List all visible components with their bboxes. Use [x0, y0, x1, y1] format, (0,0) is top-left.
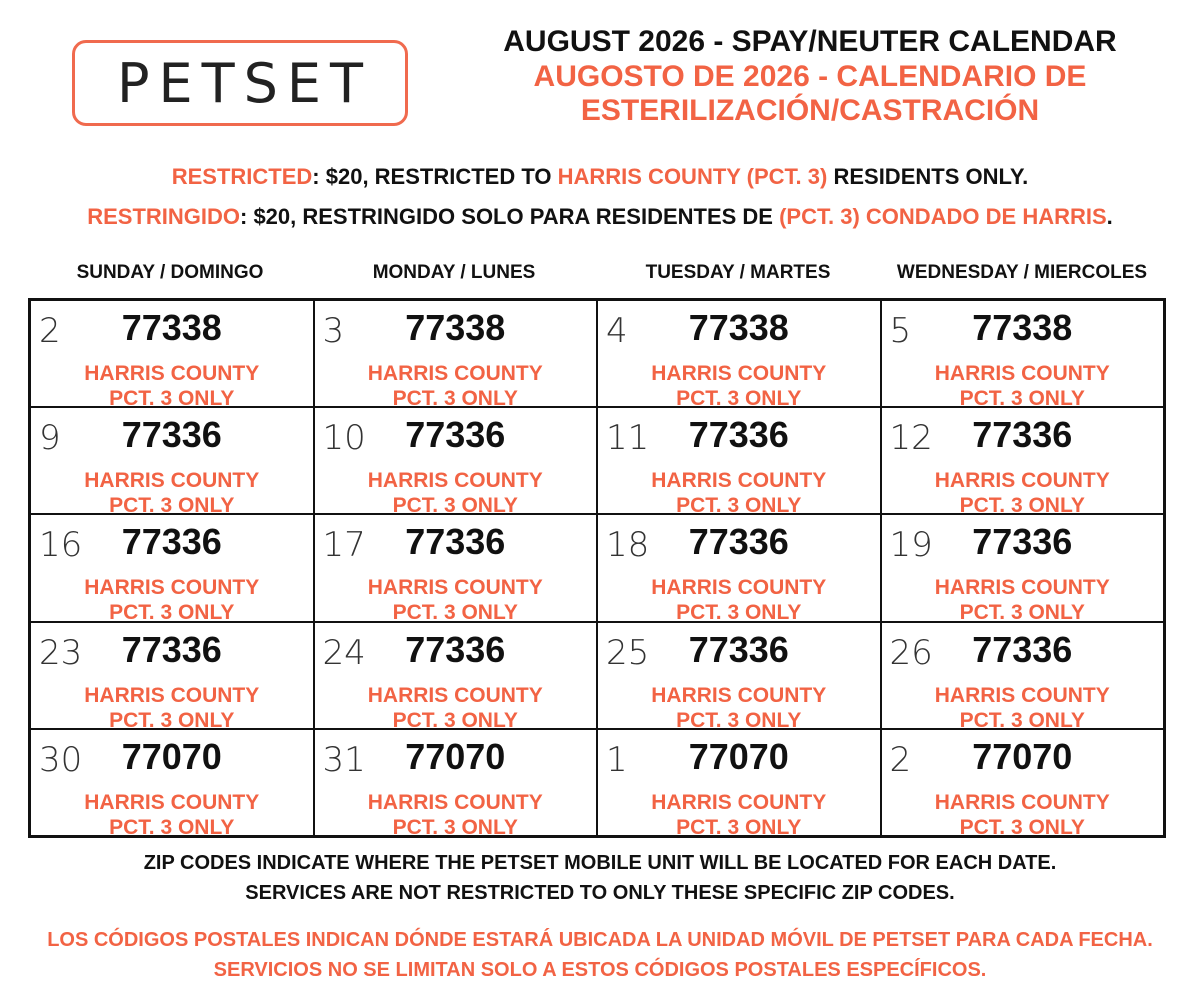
day-header-sunday: SUNDAY / DOMINGO	[76, 262, 264, 283]
cell-date: 24	[322, 632, 366, 673]
calendar-grid	[28, 298, 1166, 838]
cell-note-line2: PCT. 3 ONLY	[109, 708, 235, 732]
restriction-area: HARRIS COUNTY (PCT. 3)	[557, 164, 828, 189]
cell-note-line1: HARRIS COUNTY	[84, 790, 260, 814]
cell-date: 11	[606, 418, 650, 459]
cell-note-line1: HARRIS COUNTY	[651, 362, 827, 385]
cell-zip-code: 77336	[405, 521, 506, 563]
cell-date: 5	[889, 311, 912, 351]
calendar-cell	[30, 407, 314, 518]
cell-note	[315, 790, 597, 840]
footer-english-line1: ZIP CODES INDICATE WHERE THE PETSET MOBILE UNIT WILL BE LOCATED FOR EACH DATE.	[143, 852, 1057, 874]
cell-note-line1: HARRIS COUNTY	[367, 683, 543, 707]
cell-zip-code: 77336	[972, 628, 1073, 670]
cell-note-line1: HARRIS COUNTY	[934, 790, 1110, 814]
logo-text: PETSET	[116, 51, 373, 115]
cell-note-line2: PCT. 3 ONLY	[959, 494, 1085, 518]
cell-note	[598, 790, 880, 840]
cell-note-line2: PCT. 3 ONLY	[676, 601, 802, 625]
cell-note	[882, 790, 1164, 840]
cell-zip-code: 77070	[121, 735, 222, 777]
cell-date: 23	[39, 632, 83, 673]
cell-note	[315, 575, 597, 625]
cell-note	[31, 468, 313, 518]
cell-note	[315, 361, 597, 411]
cell-date: 3	[322, 311, 345, 351]
cell-note	[882, 683, 1164, 733]
cell-note-line2: PCT. 3 ONLY	[959, 815, 1085, 839]
cell-date: 1	[606, 739, 628, 780]
cell-note-line1: HARRIS COUNTY	[367, 576, 543, 600]
cell-note-line2: PCT. 3 ONLY	[676, 708, 802, 732]
cell-zip-code: 77338	[972, 307, 1073, 348]
cell-zip-code: 77070	[688, 735, 789, 777]
cell-note-line2: PCT. 3 ONLY	[676, 494, 802, 518]
cell-date: 30	[39, 739, 83, 780]
calendar-cell	[314, 407, 598, 518]
cell-date: 9	[39, 418, 61, 459]
cell-date: 10	[322, 418, 366, 459]
calendar-cell	[30, 300, 314, 410]
cell-date: 25	[606, 632, 650, 673]
day-header-monday: MONDAY / LUNES	[372, 262, 536, 283]
day-headers	[28, 262, 1166, 284]
calendar-cell	[597, 300, 881, 410]
calendar-cell	[881, 407, 1165, 518]
restriction-english	[0, 164, 1200, 190]
cell-note	[882, 468, 1164, 518]
cell-note-line1: HARRIS COUNTY	[84, 362, 260, 385]
cell-note	[598, 468, 880, 518]
cell-note	[598, 361, 880, 411]
cell-date: 18	[606, 525, 650, 566]
restriccion-middle: : $20, RESTRINGIDO SOLO PARA RESIDENTES DE	[240, 204, 780, 229]
calendar-cell	[314, 300, 598, 410]
cell-note	[315, 468, 597, 518]
cell-note-line1: HARRIS COUNTY	[84, 683, 260, 707]
cell-note-line1: HARRIS COUNTY	[367, 469, 543, 493]
cell-note	[882, 575, 1164, 625]
cell-note-line2: PCT. 3 ONLY	[109, 494, 235, 518]
calendar-cell	[314, 729, 598, 839]
calendar-cell	[881, 729, 1165, 839]
cell-note-line2: PCT. 3 ONLY	[392, 494, 518, 518]
cell-zip-code: 77070	[405, 735, 506, 777]
footer-spanish-line2: SERVICIOS NO SE LIMITAN SOLO A ESTOS CÓDIGOS POSTALES ESPECÍFICOS.	[213, 959, 987, 981]
title-block	[430, 24, 1190, 128]
restriccion-end: .	[1106, 204, 1113, 229]
cell-note-line1: HARRIS COUNTY	[84, 469, 260, 493]
calendar-cell	[314, 622, 598, 732]
calendar-cell	[597, 407, 881, 518]
cell-date: 17	[322, 525, 366, 566]
cell-note-line2: PCT. 3 ONLY	[392, 601, 518, 625]
title-spanish-line1: AUGOSTO DE 2026 - CALENDARIO DE	[533, 60, 1087, 93]
footer-spanish	[0, 925, 1200, 985]
cell-date: 16	[39, 525, 83, 566]
restriccion-area: (PCT. 3) CONDADO DE HARRIS	[779, 204, 1107, 229]
cell-note-line1: HARRIS COUNTY	[934, 683, 1110, 707]
restriction-spanish	[0, 204, 1200, 230]
restriction-middle: : $20, RESTRICTED TO	[312, 164, 558, 189]
calendar-cell	[597, 622, 881, 732]
cell-date: 2	[39, 311, 61, 351]
cell-note	[31, 575, 313, 625]
cell-note-line2: PCT. 3 ONLY	[109, 815, 235, 839]
restringido-keyword: RESTRINGIDO	[87, 204, 240, 229]
cell-zip-code: 77336	[972, 521, 1073, 563]
cell-zip-code: 77070	[972, 735, 1073, 777]
cell-date: 12	[889, 418, 933, 459]
cell-note-line2: PCT. 3 ONLY	[959, 387, 1085, 410]
cell-note-line1: HARRIS COUNTY	[651, 790, 827, 814]
cell-note-line1: HARRIS COUNTY	[651, 683, 827, 707]
cell-zip-code: 77336	[688, 521, 789, 563]
calendar-cell	[597, 729, 881, 839]
cell-note-line1: HARRIS COUNTY	[934, 362, 1110, 385]
calendar-cell	[881, 622, 1165, 732]
cell-note-line1: HARRIS COUNTY	[84, 576, 260, 600]
cell-note	[31, 361, 313, 411]
cell-zip-code: 77336	[121, 521, 222, 563]
calendar-cell	[881, 300, 1165, 410]
cell-note	[598, 575, 880, 625]
cell-zip-code: 77338	[405, 307, 506, 348]
footer-spanish-line1: LOS CÓDIGOS POSTALES INDICAN DÓNDE ESTARÁ UBICADA LA UNIDAD MÓVIL DE PETSET PARA CADA FECHA.	[47, 929, 1153, 951]
cell-note-line1: HARRIS COUNTY	[934, 576, 1110, 600]
day-header-wednesday: WEDNESDAY / MIERCOLES	[896, 262, 1148, 283]
calendar-cell	[30, 514, 314, 625]
cell-date: 31	[322, 739, 366, 780]
title-spanish-line2: ESTERILIZACIÓN/CASTRACIÓN	[580, 94, 1040, 127]
cell-note-line2: PCT. 3 ONLY	[109, 601, 235, 625]
cell-date: 26	[889, 632, 933, 673]
cell-note-line1: HARRIS COUNTY	[934, 469, 1110, 493]
cell-zip-code: 77336	[121, 628, 222, 670]
cell-date: 19	[889, 525, 933, 566]
cell-note	[31, 790, 313, 840]
restriction-end: RESIDENTS ONLY.	[827, 164, 1029, 189]
cell-note-line1: HARRIS COUNTY	[367, 362, 543, 385]
calendar-cell	[30, 729, 314, 839]
cell-zip-code: 77338	[121, 307, 222, 348]
footer-english-line2: SERVICES ARE NOT RESTRICTED TO ONLY THESE SPECIFIC ZIP CODES.	[245, 882, 955, 904]
cell-zip-code: 77336	[405, 628, 506, 670]
cell-zip-code: 77336	[972, 414, 1073, 456]
cell-zip-code: 77338	[688, 307, 789, 348]
cell-zip-code: 77336	[405, 414, 506, 456]
cell-zip-code: 77336	[688, 414, 789, 456]
cell-zip-code: 77336	[121, 414, 222, 456]
cell-note-line2: PCT. 3 ONLY	[392, 708, 518, 732]
day-header-tuesday: TUESDAY / MARTES	[645, 262, 831, 283]
cell-note-line2: PCT. 3 ONLY	[676, 387, 802, 410]
cell-note-line2: PCT. 3 ONLY	[109, 387, 235, 410]
cell-date: 2	[889, 739, 912, 780]
footer-english	[0, 848, 1200, 908]
cell-note-line1: HARRIS COUNTY	[651, 576, 827, 600]
calendar-cell	[30, 622, 314, 732]
calendar-cell	[597, 514, 881, 625]
cell-note-line1: HARRIS COUNTY	[651, 469, 827, 493]
cell-note	[31, 683, 313, 733]
cell-note-line2: PCT. 3 ONLY	[392, 815, 518, 839]
cell-note-line2: PCT. 3 ONLY	[959, 601, 1085, 625]
calendar-cell	[314, 514, 598, 625]
cell-note-line2: PCT. 3 ONLY	[392, 387, 518, 410]
cell-note-line2: PCT. 3 ONLY	[959, 708, 1085, 732]
cell-note	[598, 683, 880, 733]
title-english: AUGUST 2026 - SPAY/NEUTER CALENDAR	[503, 25, 1117, 58]
cell-note-line1: HARRIS COUNTY	[367, 790, 543, 814]
cell-zip-code: 77336	[688, 628, 789, 670]
restricted-keyword: RESTRICTED	[171, 164, 313, 189]
petset-logo	[72, 40, 408, 126]
cell-note-line2: PCT. 3 ONLY	[676, 815, 802, 839]
cell-date: 4	[606, 311, 628, 351]
calendar-cell	[881, 514, 1165, 625]
cell-note	[882, 361, 1164, 411]
cell-note	[315, 683, 597, 733]
